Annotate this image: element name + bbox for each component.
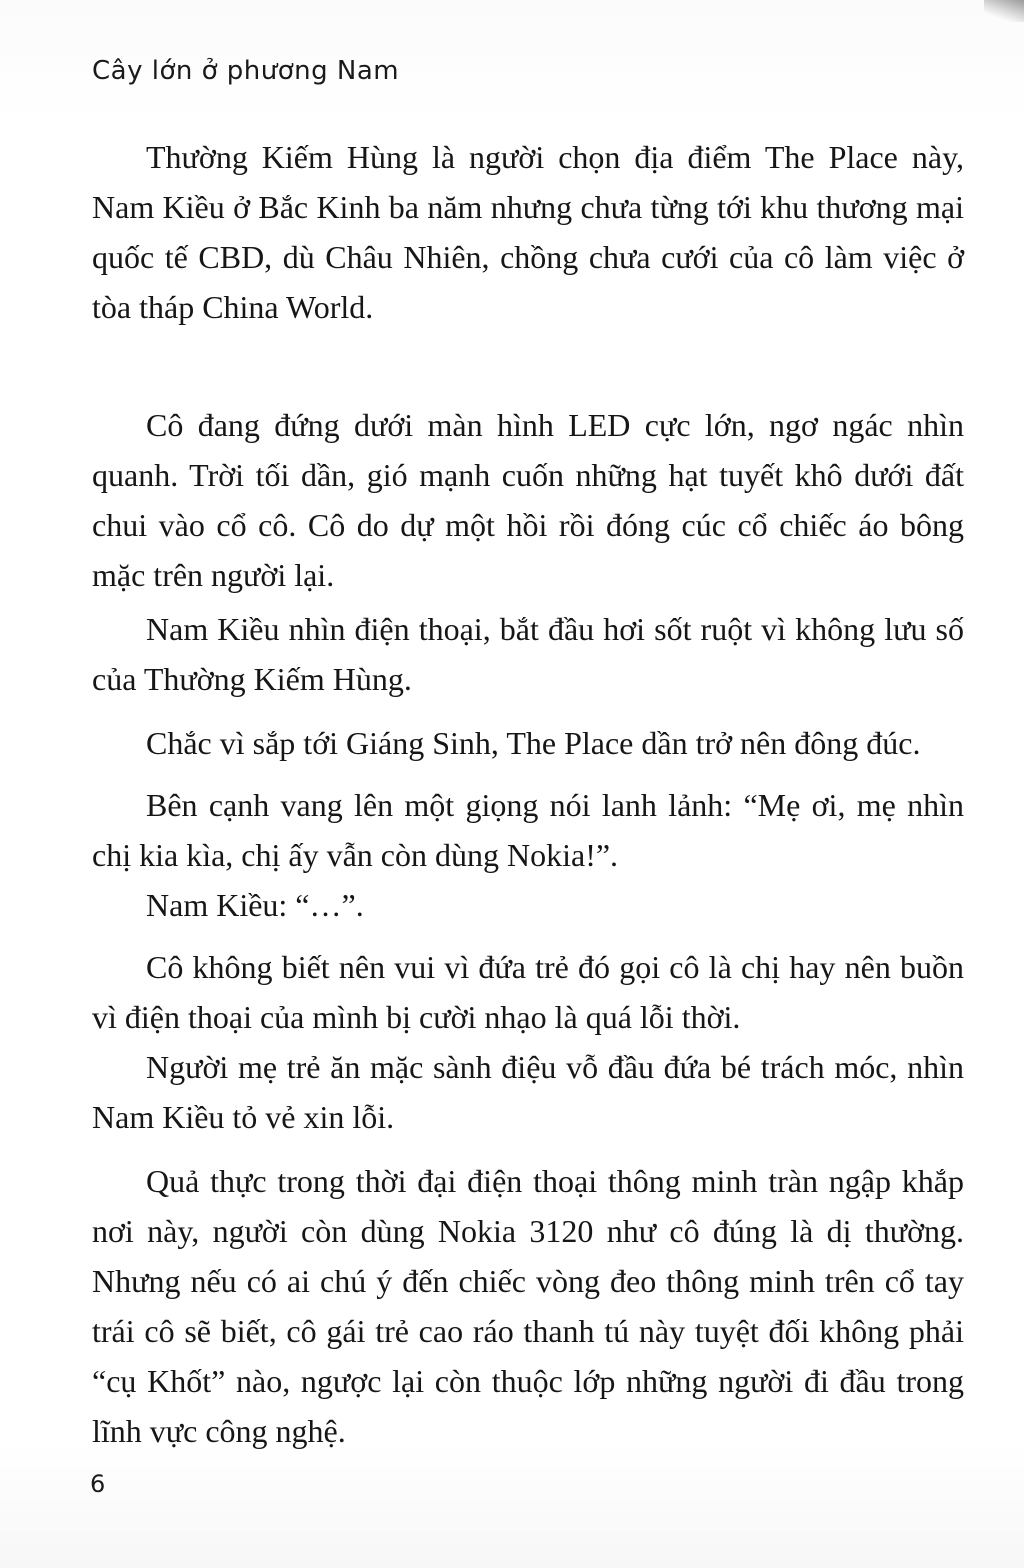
- paragraph-6: Nam Kiều: “…”.: [146, 887, 364, 923]
- paragraph-1: Thường Kiếm Hùng là người chọn địa điểm The Place này, Nam Kiều ở Bắc Kinh ba năm nhưng chưa từng tới khu thương mại quốc tế CBD, dù Châu Nhiên, chồng chưa cưới của cô làm việc ở tòa tháp China World.: [92, 139, 964, 325]
- paragraph-9: Quả thực trong thời đại điện thoại thông minh tràn ngập khắp nơi này, người còn dùng Nokia 3120 như cô đúng là dị thường. Nhưng nếu có ai chú ý đến chiếc vòng đeo thông minh trên cổ tay trái cô sẽ biết, cô gái trẻ cao ráo thanh tú này tuyệt đối không phải “cụ Khốt” nào, ngược lại còn thuộc lớp những người đi đầu trong lĩnh vực công nghệ.: [92, 1163, 964, 1449]
- paragraph-5: Bên cạnh vang lên một giọng nói lanh lảnh: “Mẹ ơi, mẹ nhìn chị kia kìa, chị ấy vẫn còn dùng Nokia!”.: [92, 787, 964, 873]
- paragraph-8: Người mẹ trẻ ăn mặc sành điệu vỗ đầu đứa bé trách móc, nhìn Nam Kiều tỏ vẻ xin lỗi.: [92, 1049, 964, 1135]
- paragraph-2: Cô đang đứng dưới màn hình LED cực lớn, ngơ ngác nhìn quanh. Trời tối dần, gió mạnh cuốn những hạt tuyết khô dưới đất chui vào cổ cô. Cô do dự một hồi rồi đóng cúc cổ chiếc áo bông mặc trên người lại.: [92, 407, 964, 593]
- paragraph-7: Cô không biết nên vui vì đứa trẻ đó gọi cô là chị hay nên buồn vì điện thoại của mình bị cười nhạo là quá lỗi thời.: [92, 949, 964, 1035]
- paragraph-4: Chắc vì sắp tới Giáng Sinh, The Place dần trở nên đông đúc.: [146, 725, 921, 761]
- running-head: Cây lớn ở phương Nam: [92, 56, 400, 86]
- paragraph-3: Nam Kiều nhìn điện thoại, bắt đầu hơi sốt ruột vì không lưu số của Thường Kiếm Hùng.: [92, 611, 964, 697]
- page-corner-shadow: [984, 0, 1024, 22]
- page-number: 6: [90, 1470, 106, 1498]
